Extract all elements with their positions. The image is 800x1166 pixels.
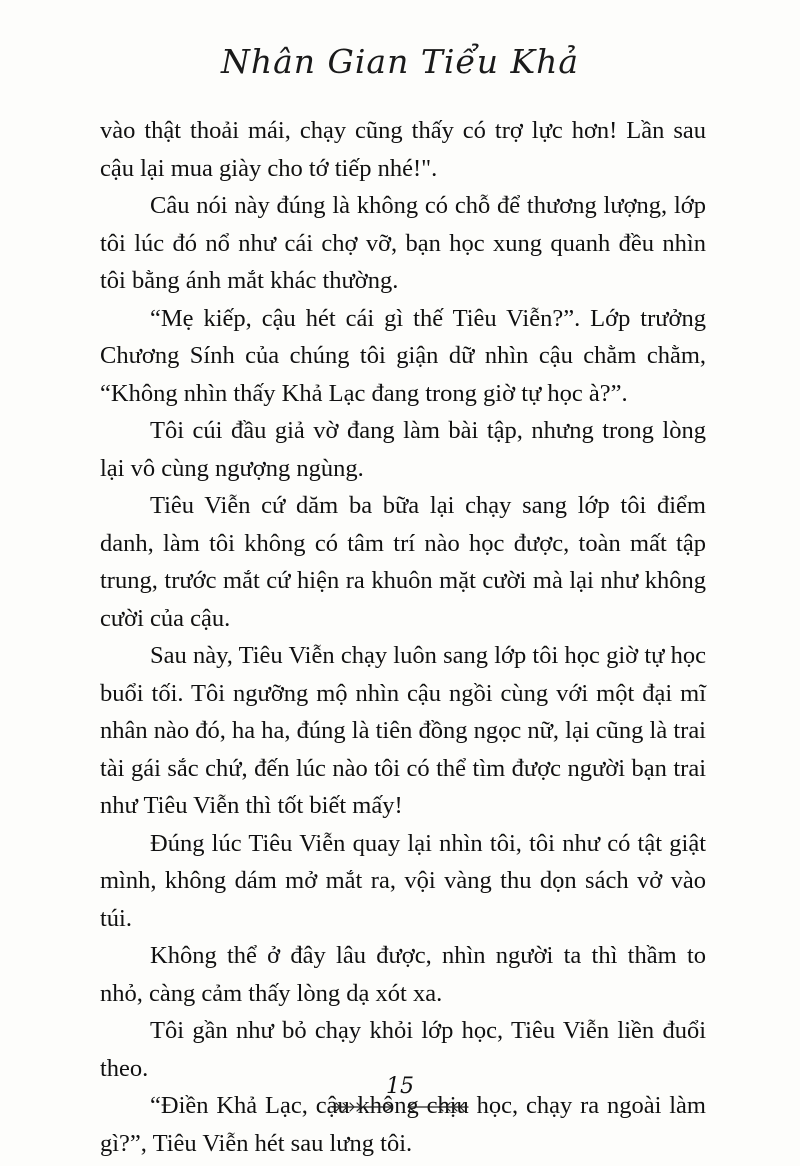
paragraph-3: “Mẹ kiếp, cậu hét cái gì thế Tiêu Viễn?”. Lớp trưởng Chương Sính của chúng tôi giận dữ nhìn cậu chằm chằm, “Không nhìn thấy Khả Lạc đang trong giờ tự học à?”. (100, 304, 706, 407)
paragraph-7: Đúng lúc Tiêu Viễn quay lại nhìn tôi, tôi như có tật giật mình, không dám mở mắt ra, vội vàng thu dọn sách vở vào túi. (100, 829, 706, 932)
paragraph-5: Tiêu Viễn cứ dăm ba bữa lại chạy sang lớp tôi điểm danh, làm tôi không có tâm trí nào học được, toàn mất tập trung, trước mắt cứ hiện ra khuôn mặt cười mà lại như không cười của cậu. (100, 492, 706, 632)
paragraph-10: “Điền Khả Lạc, cậu không chịu học, chạy ra ngoài làm gì?”, Tiêu Viễn hét sau lưng tôi. (100, 1092, 706, 1157)
footer-ornament-icon (330, 1100, 470, 1114)
paragraph-8: Không thể ở đây lâu được, nhìn người ta thì thầm to nhỏ, càng cảm thấy lòng dạ xót xa. (100, 942, 706, 1007)
paragraph-2: Câu nói này đúng là không có chỗ để thương lượng, lớp tôi lúc đó nổ như cái chợ vỡ, bạn học xung quanh đều nhìn tôi bằng ánh mắt khác thường. (100, 192, 706, 294)
paragraph-4: Tôi cúi đầu giả vờ đang làm bài tập, nhưng trong lòng lại vô cùng ngượng ngùng. (100, 417, 706, 482)
paragraph-9: Tôi gần như bỏ chạy khỏi lớp học, Tiêu Viễn liền đuổi theo. (100, 1017, 706, 1082)
paragraph-1: vào thật thoải mái, chạy cũng thấy có trợ lực hơn! Lần sau cậu lại mua giày cho tớ tiếp nhé!". (100, 117, 706, 182)
body-text (100, 112, 706, 1162)
paragraph-6: Sau này, Tiêu Viễn chạy luôn sang lớp tôi học giờ tự học buổi tối. Tôi ngưỡng mộ nhìn cậu ngồi cùng với một đại mĩ nhân nào đó, ha ha, đúng là tiên đồng ngọc nữ, lại cũng là trai tài gái sắc chứ, đến lúc nào tôi có thể tìm được người bạn trai như Tiêu Viễn thì tốt biết mấy! (100, 642, 706, 819)
running-title: Nhân Gian Tiểu Khả (220, 42, 580, 81)
page-number: 15 (386, 1074, 414, 1099)
